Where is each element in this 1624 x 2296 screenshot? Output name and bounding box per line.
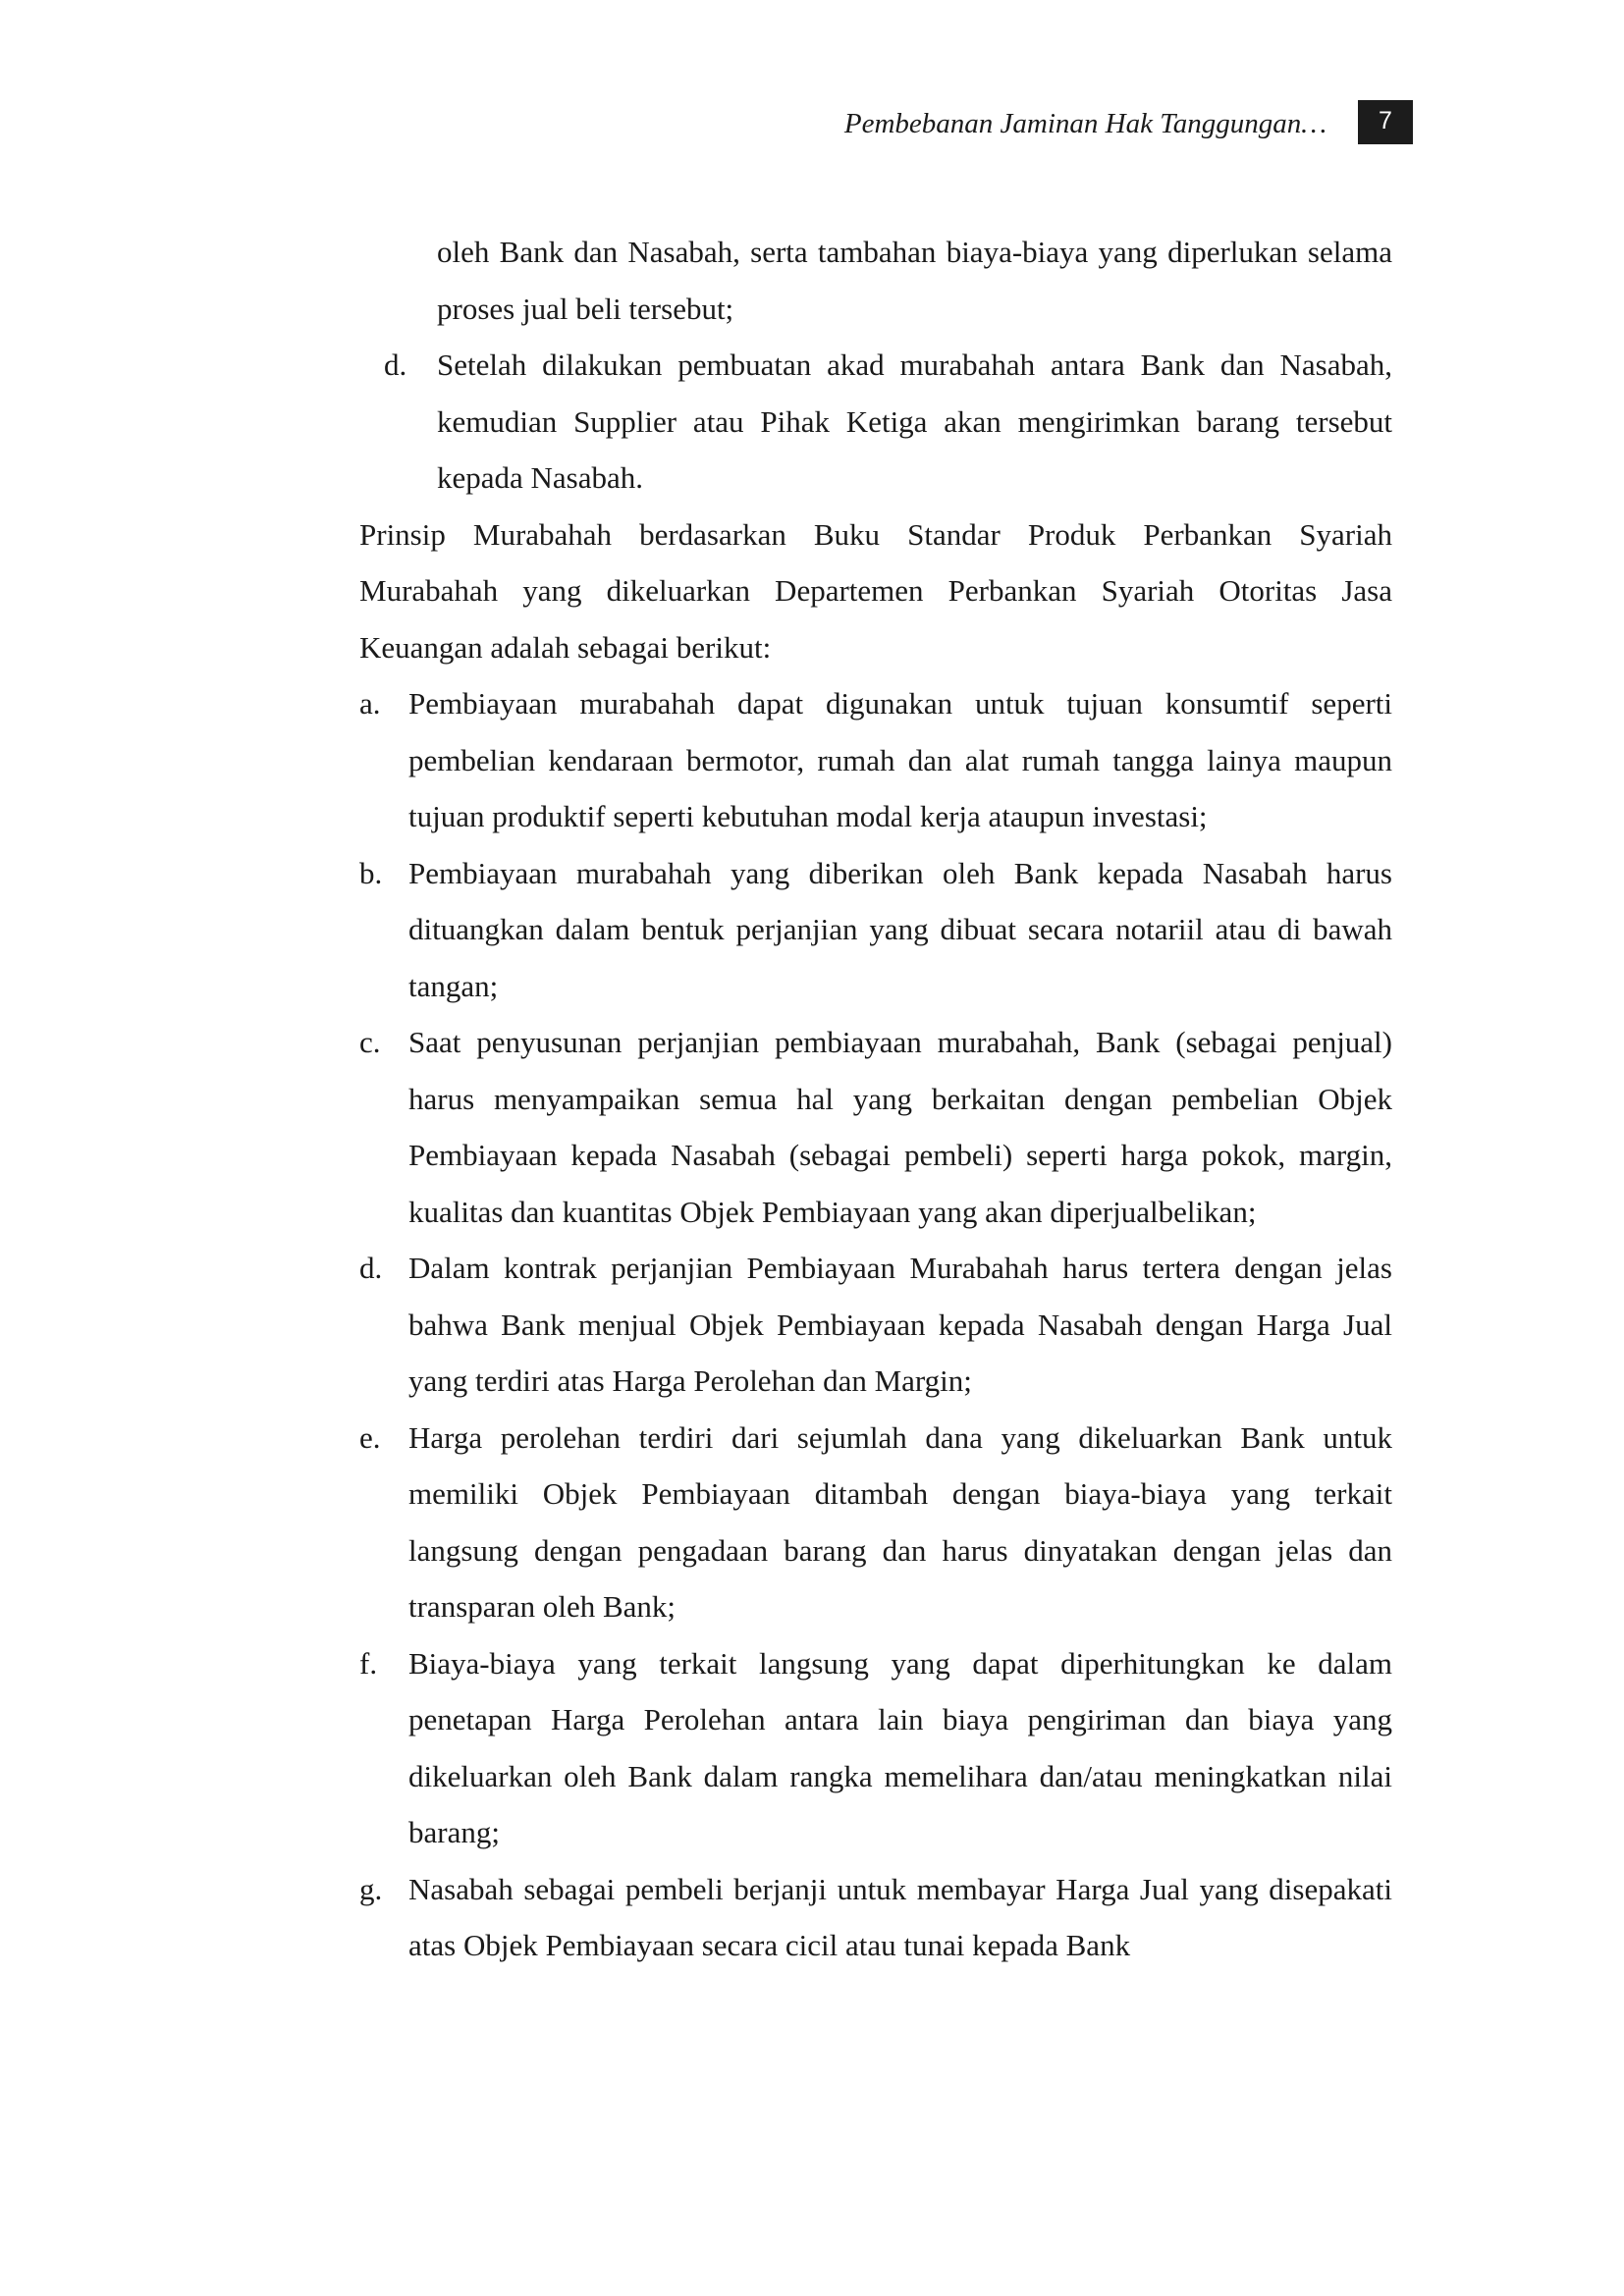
principle-item-f (359, 1635, 1392, 1861)
body-text (359, 224, 1392, 1974)
list-item-text: Dalam kontrak perjanjian Pembiayaan Murabahah harus tertera dengan jelas bahwa Bank menjual Objek Pembiayaan kepada Nasabah dengan Harga Jual yang terdiri atas Harga Perolehan dan Margin; (408, 1251, 1392, 1398)
running-title: Pembebanan Jaminan Hak Tanggungan… (843, 108, 1326, 139)
list-item-text: Pembiayaan murabahah dapat digunakan untuk tujuan konsumtif seperti pembelian kendaraan bermotor, rumah dan alat rumah tangga lainya maupun tujuan produktif seperti kebutuhan modal kerja ataupun investasi; (408, 686, 1392, 833)
list-item-text: Biaya-biaya yang terkait langsung yang dapat diperhitungkan ke dalam penetapan Harga Perolehan antara lain biaya pengiriman dan biaya yang dikeluarkan oleh Bank dalam rangka memelihara dan/atau meningkatkan nilai barang; (408, 1645, 1392, 1849)
list-item-text: Setelah dilakukan pembuatan akad murabahah antara Bank dan Nasabah, kemudian Supplier atau Pihak Ketiga akan mengirimkan barang tersebut kepada Nasabah. (437, 347, 1392, 495)
list-marker: e. (359, 1419, 381, 1455)
page-number: 7 (1358, 100, 1413, 144)
list-item-d-previous (359, 337, 1392, 507)
list-marker: f. (359, 1645, 378, 1681)
list-marker: g. (359, 1871, 383, 1906)
list-item-text: Pembiayaan murabahah yang diberikan oleh Bank kepada Nasabah harus dituangkan dalam bentuk perjanjian yang dibuat secara notariil atau di bawah tangan; (408, 855, 1392, 1003)
list-marker: d. (359, 1251, 383, 1285)
list-continuation: oleh Bank dan Nasabah, serta tambahan biaya-biaya yang diperlukan selama proses jual beli tersebut; (437, 235, 1392, 326)
list-item-text: Nasabah sebagai pembeli berjanji untuk membayar Harga Jual yang disepakati atas Objek Pembiayaan secara cicil atau tunai kepada Bank (408, 1871, 1392, 1962)
list-marker: d. (384, 347, 407, 382)
running-header (0, 100, 1624, 149)
principle-item-c (359, 1014, 1392, 1240)
list-marker: a. (359, 686, 381, 721)
principle-item-g (359, 1861, 1392, 1974)
intro-paragraph: Prinsip Murabahah berdasarkan Buku Standar Produk Perbankan Syariah Murabahah yang dikeluarkan Departemen Perbankan Syariah Otoritas Jasa Keuangan adalah sebagai berikut: (359, 516, 1392, 665)
principle-item-a (359, 675, 1392, 845)
principles-list (359, 675, 1392, 1974)
list-marker: c. (359, 1025, 381, 1059)
principle-item-e (359, 1410, 1392, 1635)
list-marker: b. (359, 855, 383, 890)
principle-item-d (359, 1240, 1392, 1410)
list-item-text: Harga perolehan terdiri dari sejumlah dana yang dikeluarkan Bank untuk memiliki Objek Pembiayaan ditambah dengan biaya-biaya yang terkait langsung dengan pengadaan barang dan harus dinyatakan dengan jelas dan transparan oleh Bank; (408, 1419, 1392, 1624)
principle-item-b (359, 845, 1392, 1015)
list-item-text: Saat penyusunan perjanjian pembiayaan murabahah, Bank (sebagai penjual) harus menyampaikan semua hal yang berkaitan dengan pembelian Objek Pembiayaan kepada Nasabah (sebagai pembeli) seperti harga pokok, margin, kualitas dan kuantitas Objek Pembiayaan yang akan diperjualbelikan; (408, 1025, 1392, 1229)
